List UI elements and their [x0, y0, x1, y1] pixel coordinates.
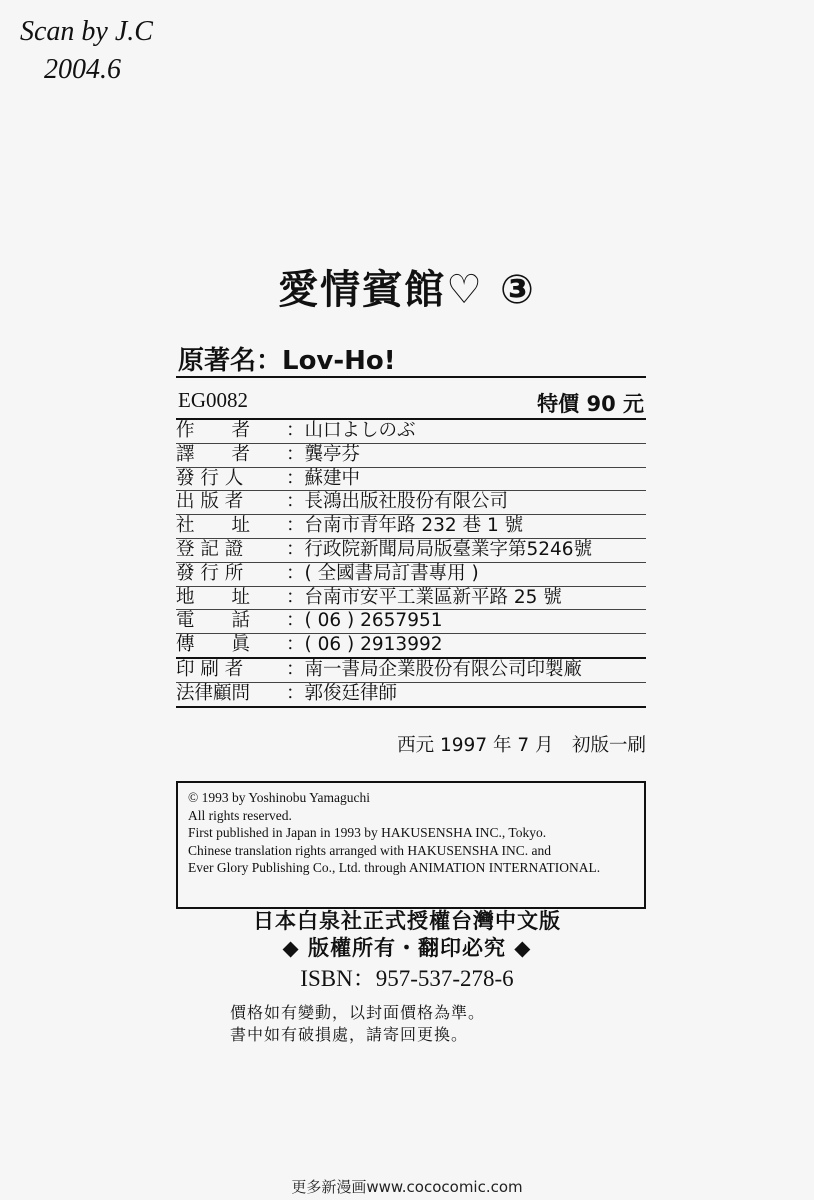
copyright-line: All rights reserved. [188, 807, 292, 823]
info-row-address [176, 587, 646, 611]
info-value: ：長鴻出版社股份有限公司 [286, 491, 509, 513]
info-label: 社 址 [176, 515, 251, 537]
info-label: 印 刷 者 [176, 658, 244, 680]
info-row-translator [176, 444, 646, 468]
info-row-author [176, 420, 646, 444]
damage-note: 書中如有破損處，請寄回更換。 [230, 1025, 469, 1044]
site-watermark: 更多新漫画www.cococomic.com [291, 1178, 523, 1196]
book-title: 愛情賓館♡ ③ [278, 267, 536, 313]
edition-info: 西元 1997 年 7 月 初版一刷 [397, 735, 646, 756]
copyright-box [176, 781, 646, 909]
info-row-company-address [176, 515, 646, 539]
scan-date: 2004.6 [44, 54, 121, 85]
info-label: 法律顧問 [176, 682, 251, 704]
info-row-phone [176, 610, 646, 634]
info-label: 出 版 者 [176, 491, 244, 513]
isbn: ISBN：957-537-278-6 [300, 966, 514, 991]
info-label: 地 址 [176, 586, 251, 608]
info-value: ：郭俊廷律師 [286, 682, 398, 704]
info-value: ：蘇建中 [286, 467, 361, 489]
info-value: ：( 06 ) 2657951 [286, 610, 443, 632]
info-label: 電 話 [176, 610, 251, 632]
info-row-distributor [176, 563, 646, 587]
info-value: ：台南市安平工業區新平路 25 號 [286, 586, 562, 608]
divider [176, 376, 646, 378]
copyright-line: Chinese translation rights arranged with HAKUSENSHA INC. and [188, 842, 551, 858]
copyright-line: © 1993 by Yoshinobu Yamaguchi [188, 790, 371, 805]
scan-credit: Scan by J.C [20, 16, 153, 47]
copyright-line: Ever Glory Publishing Co., Ltd. through ANIMATION INTERNATIONAL. [188, 860, 601, 875]
info-value: ：台南市青年路 232 巷 1 號 [286, 515, 524, 537]
info-value: ：龔亭芬 [286, 443, 361, 465]
info-label: 發 行 所 [176, 562, 244, 584]
rights-notice: ◆ 版權所有・翻印必究 ◆ [282, 936, 532, 960]
catalog-line [176, 388, 646, 418]
price-change-note: 價格如有變動，以封面價格為準。 [230, 1003, 486, 1022]
authorized-edition: 日本白泉社正式授權台灣中文版 [253, 909, 561, 933]
info-value: ：行政院新聞局局版臺業字第5246號 [286, 538, 593, 560]
info-row-legal-counsel [176, 683, 646, 708]
copyright-line: First published in Japan in 1993 by HAKUSENSHA INC., Tokyo. [188, 825, 547, 840]
info-row-printer [176, 659, 646, 683]
info-value: ：南一書局企業股份有限公司印製廠 [286, 658, 583, 680]
info-value: ：( 06 ) 2913992 [286, 634, 443, 656]
publication-info-table [176, 420, 646, 708]
info-label: 傳 眞 [176, 634, 251, 656]
info-value: ：山口よしのぶ [286, 420, 416, 441]
info-label: 登 記 證 [176, 538, 244, 560]
info-value: ：( 全國書局訂書專用 ) [286, 562, 479, 584]
catalog-code: EG0082 [178, 388, 248, 412]
info-row-publisher [176, 491, 646, 515]
price: 特價 90 元 [537, 392, 644, 416]
info-row-fax [176, 634, 646, 659]
original-title: 原著名：Lov-Ho! [178, 346, 396, 376]
info-row-registration [176, 539, 646, 563]
info-row-publisher-person [176, 468, 646, 492]
info-label: 發 行 人 [176, 467, 244, 489]
info-label: 作 者 [176, 420, 251, 441]
info-label: 譯 者 [176, 443, 251, 465]
